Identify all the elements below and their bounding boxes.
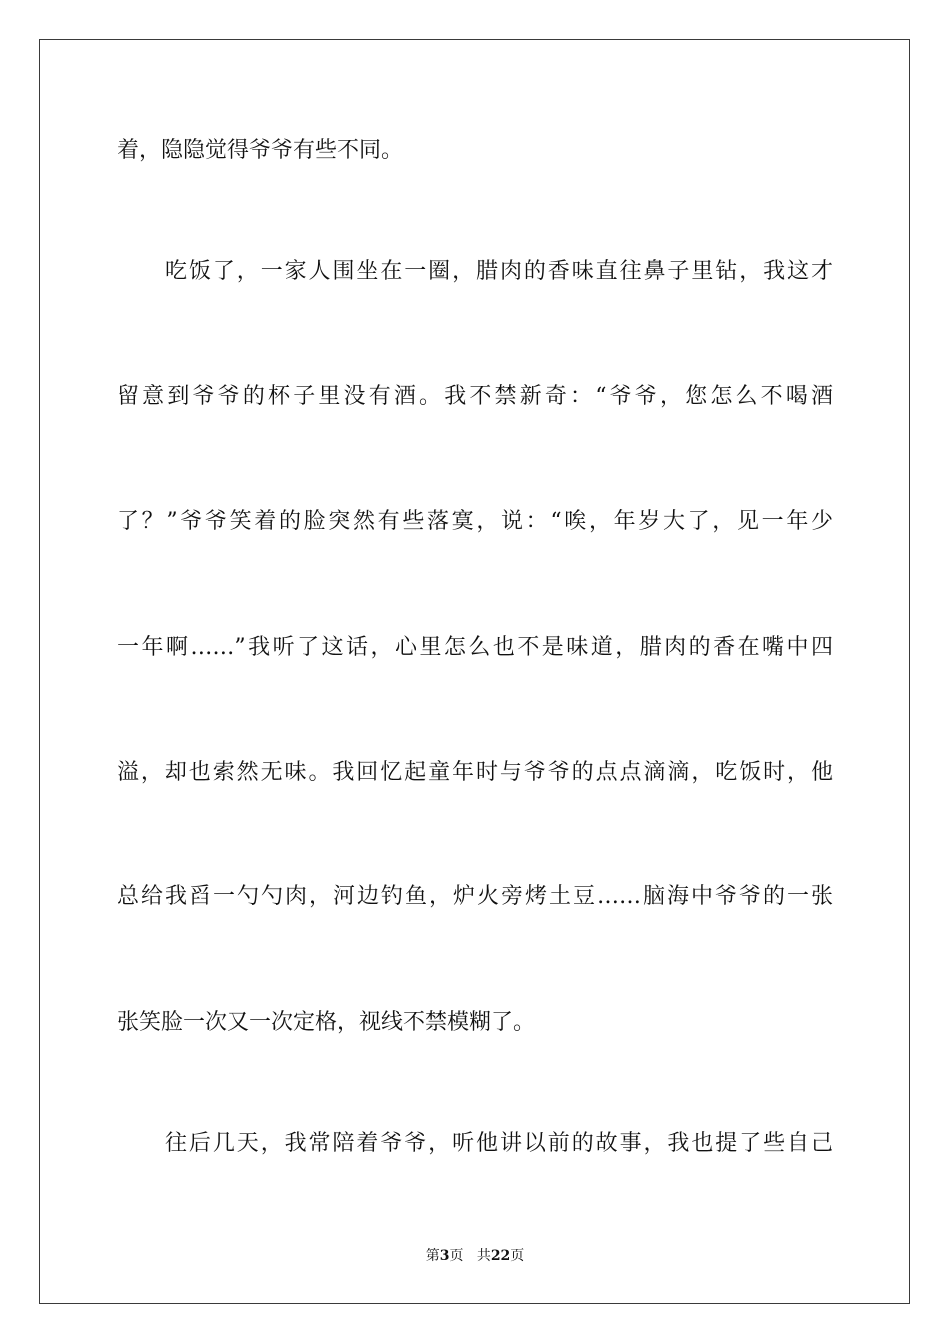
text-line-1: 着，隐隐觉得爷爷有些不同。	[117, 138, 404, 163]
text-line-3: 留意到爷爷的杯子里没有酒。我不禁新奇：“爷爷，您怎么不喝酒	[117, 384, 833, 409]
text-line-6: 溢，却也索然无味。我回忆起童年时与爷爷的点点滴滴，吃饭时，他	[117, 760, 833, 785]
footer-total-pages: 22	[490, 1248, 511, 1264]
text-line-4: 了？”爷爷笑着的脸突然有些落寞，说：“唉，年岁大了，见一年少	[117, 509, 833, 534]
text-line-2: 吃饭了，一家人围坐在一圈，腊肉的香味直往鼻子里钻，我这才	[165, 259, 833, 284]
page-border	[39, 39, 910, 1304]
footer-page-number: 3	[439, 1248, 450, 1264]
text-line-8: 张笑脸一次又一次定格，视线不禁模糊了。	[117, 1010, 536, 1035]
footer-page-suffix: 页	[449, 1248, 464, 1264]
footer-page-prefix: 第	[425, 1248, 440, 1264]
page-footer	[0, 1246, 950, 1266]
text-line-9: 往后几天，我常陪着爷爷，听他讲以前的故事，我也提了些自己	[165, 1131, 833, 1156]
text-line-5: 一年啊……”我听了这话，心里怎么也不是味道，腊肉的香在嘴中四	[117, 635, 833, 660]
footer-total-prefix: 共	[476, 1248, 491, 1264]
footer-total-suffix: 页	[510, 1248, 525, 1264]
text-line-7: 总给我舀一勺勺肉，河边钓鱼，炉火旁烤土豆……脑海中爷爷的一张	[117, 884, 833, 909]
